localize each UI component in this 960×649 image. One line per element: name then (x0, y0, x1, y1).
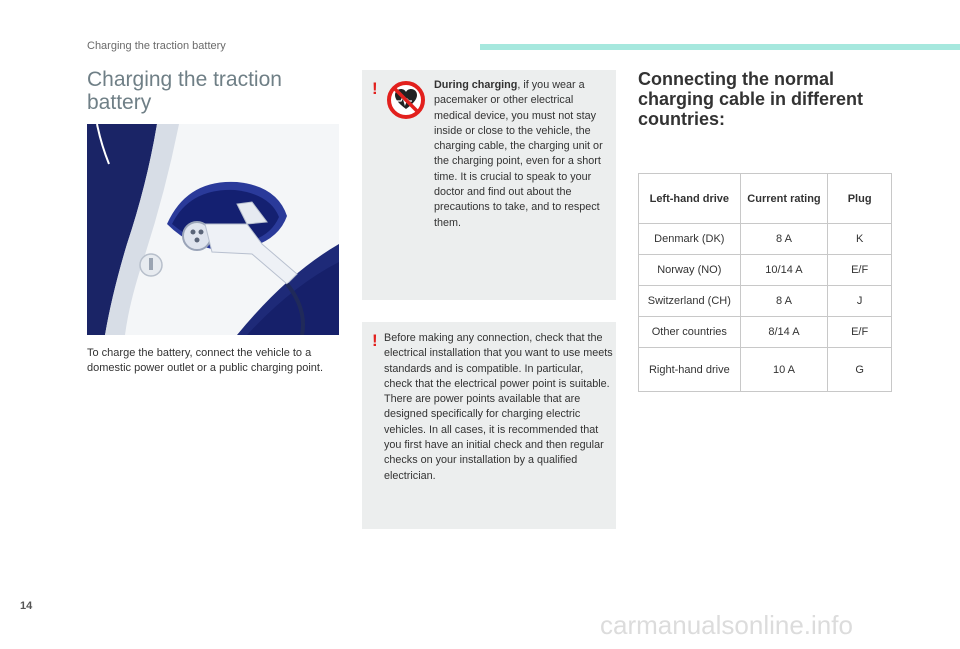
watermark: carmanualsonline.info (600, 610, 853, 640)
intro-paragraph: To charge the battery, connect the vehicle to a domestic power outlet or a public charging point. (87, 347, 324, 374)
running-title: Charging the traction battery (87, 40, 226, 52)
pacemaker-warning-text (434, 78, 612, 231)
table-row (639, 317, 892, 348)
table-cell: 10/14 A (740, 255, 828, 286)
page-number: 14 (20, 600, 33, 612)
warning-exclamation-icon: ! (372, 331, 378, 350)
table-cell: 8 A (740, 286, 828, 317)
table-row (639, 348, 892, 392)
section-heading: Connecting the normal charging cable in different countries: (638, 69, 864, 129)
warning-lead: During charging (434, 79, 518, 91)
table-cell: Norway (NO) (639, 255, 741, 286)
table-cell: 10 A (740, 348, 828, 392)
column-header: Plug (828, 174, 892, 224)
table-cell: Denmark (DK) (639, 224, 741, 255)
table-cell: Other countries (639, 317, 741, 348)
table-cell: J (828, 286, 892, 317)
table-cell: G (828, 348, 892, 392)
table-cell: Right-hand drive (639, 348, 741, 392)
table-cell: E/F (828, 255, 892, 286)
country-charging-table (638, 173, 892, 392)
table-cell: 8 A (740, 224, 828, 255)
pacemaker-warning-box (362, 70, 616, 300)
page-heading: Charging the traction battery (87, 68, 282, 114)
table-cell: E/F (828, 317, 892, 348)
table-row (639, 224, 892, 255)
no-pacemaker-icon (386, 80, 426, 120)
charging-port-illustration (87, 124, 339, 335)
table-row (639, 255, 892, 286)
table-cell: Switzerland (CH) (639, 286, 741, 317)
table-header-row (639, 174, 892, 224)
installation-warning-box (362, 322, 616, 529)
column-header: Left-hand drive (639, 174, 741, 224)
column-header: Current rating (740, 174, 828, 224)
table-cell: K (828, 224, 892, 255)
header-accent-rule (480, 44, 960, 50)
table-row (639, 286, 892, 317)
warning-exclamation-icon: ! (372, 79, 378, 98)
table-cell: 8/14 A (740, 317, 828, 348)
warning-body: , if you wear a pacemaker or other electrical medical device, you must not stay inside or close to the vehicle, the charging cable, the charging unit or the charging point, even for a short time. It is crucial to speak to your doctor and find out about the precautions to take, and to respect them. (434, 79, 603, 229)
installation-warning-text: Before making any connection, check that the electrical installation that you want to use meets standards and is compatible. In particular, check that the electrical power point is suitable. There are power points available that are designed specifically for charging electric vehicles. In all cases, it is recommended that you first have an initial check and then regular checks on your installation by a qualified electrician. (384, 332, 613, 482)
